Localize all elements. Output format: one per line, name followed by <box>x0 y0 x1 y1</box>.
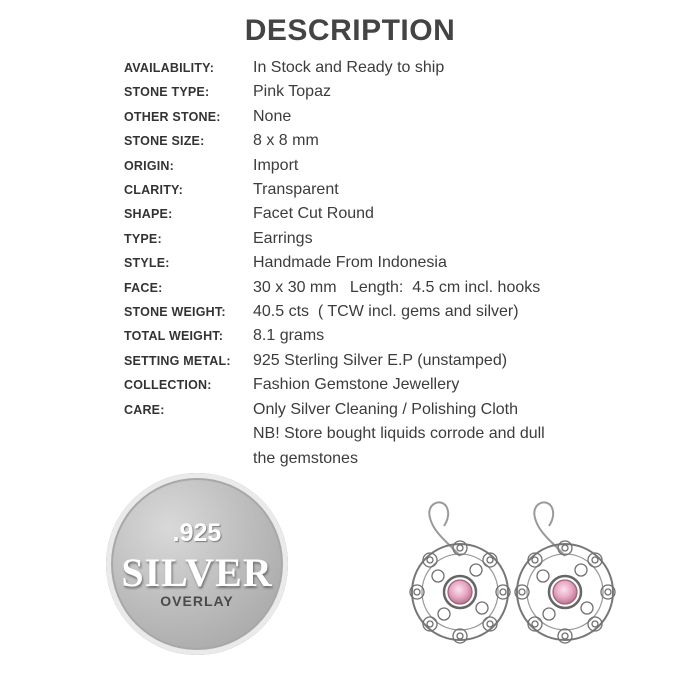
hook-right <box>534 502 565 556</box>
spec-value: Pink Topaz <box>253 83 331 101</box>
spec-row-setting-metal <box>124 349 644 373</box>
spec-label: AVAILABILITY: <box>124 61 215 75</box>
spec-value: 30 x 30 mm Length: 4.5 cm incl. hooks <box>253 278 541 296</box>
spec-table <box>124 56 644 471</box>
spec-row-shape <box>124 202 644 226</box>
spec-label: OTHER STONE: <box>124 109 221 124</box>
spec-value: None <box>253 107 292 125</box>
care-line: NB! Store bought liquids corrode and dull <box>253 425 545 443</box>
spec-row-stone-size <box>124 129 644 153</box>
spec-value: Fashion Gemstone Jewellery <box>253 376 460 394</box>
earring-left <box>410 502 510 643</box>
spec-row-style <box>124 251 644 275</box>
spec-value: Import <box>253 156 299 174</box>
spec-value: Handmade From Indonesia <box>253 254 447 272</box>
spec-label: STONE SIZE: <box>124 134 205 149</box>
spec-value: 40.5 cts ( TCW incl. gems and silver) <box>253 303 519 321</box>
spec-row-total-weight <box>124 324 644 348</box>
spec-value: Facet Cut Round <box>253 205 374 223</box>
hook-left <box>429 502 460 556</box>
spec-row-origin <box>124 154 644 178</box>
spec-value: 8 x 8 mm <box>253 132 319 150</box>
spec-label: STONE TYPE: <box>124 85 210 100</box>
silver-overlay-badge <box>106 473 288 655</box>
care-line: the gemstones <box>253 449 358 467</box>
spec-value: In Stock and Ready to ship <box>253 59 445 76</box>
spec-row-stone-type <box>124 80 644 104</box>
spec-row-face <box>124 276 644 300</box>
spec-row-collection <box>124 373 644 397</box>
spec-label: TOTAL WEIGHT: <box>124 329 224 344</box>
pink-topaz-right <box>553 580 577 604</box>
spec-label: ORIGIN: <box>124 158 175 173</box>
spec-label: STYLE: <box>124 256 170 271</box>
spec-row-care <box>124 398 644 471</box>
spec-label: STONE WEIGHT: <box>124 305 226 320</box>
spec-row-availability <box>124 56 644 80</box>
spec-label: SETTING METAL: <box>124 353 231 368</box>
spec-label: COLLECTION: <box>124 378 212 393</box>
earrings-photo <box>404 496 629 666</box>
spec-label: FACE: <box>124 280 163 295</box>
spec-row-type <box>124 227 644 251</box>
badge-purity: .925 <box>172 519 222 547</box>
spec-row-stone-weight <box>124 300 644 324</box>
spec-label: CARE: <box>124 402 165 417</box>
page-title: DESCRIPTION <box>244 14 456 47</box>
spec-value: Transparent <box>253 181 339 199</box>
spec-value: 925 Sterling Silver E.P (unstamped) <box>253 351 508 369</box>
spec-value: Earrings <box>253 229 313 247</box>
spec-value: 8.1 grams <box>253 327 325 345</box>
earring-right <box>515 502 615 643</box>
spec-label: CLARITY: <box>124 183 183 198</box>
spec-label: SHAPE: <box>124 207 173 222</box>
badge-metal: SILVER <box>121 550 273 595</box>
badge-finish: OVERLAY <box>160 593 234 609</box>
care-line: Only Silver Cleaning / Polishing Cloth <box>253 400 519 418</box>
pink-topaz-left <box>448 580 472 604</box>
spec-value <box>253 398 593 471</box>
spec-row-other-stone <box>124 105 644 129</box>
spec-row-clarity <box>124 178 644 202</box>
spec-label: TYPE: <box>124 231 162 246</box>
